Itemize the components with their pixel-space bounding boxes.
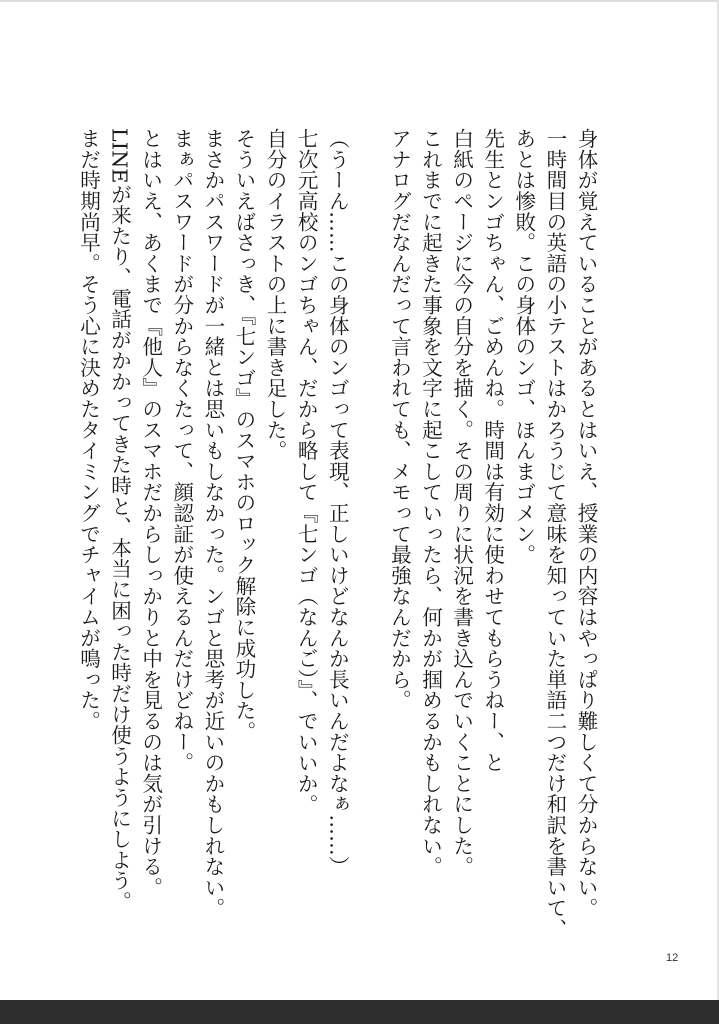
text-column: まぁパスワードが分からなくたって、顔認証が使えるんだけどねー。 xyxy=(169,128,194,773)
text-column: そういえばさっき、『七ンゴ』のスマホのロック解除に成功した。 xyxy=(231,128,256,742)
top-border xyxy=(0,0,719,2)
text-column: まさかパスワードが一緒とは思いもしなかった。ンゴと思考が近いのかもしれない。 xyxy=(200,128,225,919)
text-column: とはいえ、あくまで『他人』のスマホだからしっかりと中を見るのは気が引ける。 xyxy=(138,128,163,898)
blank-column xyxy=(352,128,383,903)
text-column: 七次元高校のンゴちゃん、だから略して『七ンゴ（なんご）』、でいいか。 xyxy=(294,128,319,815)
vertical-body-text xyxy=(72,128,601,940)
text-column: これまでに起きた事象を文字に起こしていったら、何かが掴めるかもしれない。 xyxy=(418,128,443,877)
text-column: 一時間目の英語の小テストはかろうじて意味を知っていた単語二つだけ和訳を書いて、 xyxy=(542,128,567,940)
page-number: 12 xyxy=(666,952,679,964)
text-column: 先生とンゴちゃん、ごめんね。時間は有効に使わせてもらうねー、と xyxy=(480,128,505,773)
text-column: 身体が覚えていることがあるとはいえ、授業の内容はやっぱり難しくて分からない。 xyxy=(574,128,598,919)
text-column: あとは惨敗。この身体のンゴ、ほんまゴメン。 xyxy=(511,128,536,565)
text-column: まだ時期尚早。そう心に決めたタイミングでチャイムが鳴った。 xyxy=(76,128,101,732)
text-column: LINEが来たり、電話がかかってきた時と、本当に困った時だけ使うようにしよう。 xyxy=(107,128,132,912)
text-column: アナログだなんだって言われても、メモって最強なんだから。 xyxy=(387,128,412,711)
bottom-toolbar-bar xyxy=(0,1000,719,1024)
text-column: （うーん……この身体のンゴって表現、正しいけどなんか長いんだよなぁ……） xyxy=(325,128,350,877)
text-column: 自分のイラストの上に書き足した。 xyxy=(263,128,288,461)
text-column: 白紙のページに今の自分を描く。その周りに状況を書き込んでいくことにした。 xyxy=(449,128,474,877)
